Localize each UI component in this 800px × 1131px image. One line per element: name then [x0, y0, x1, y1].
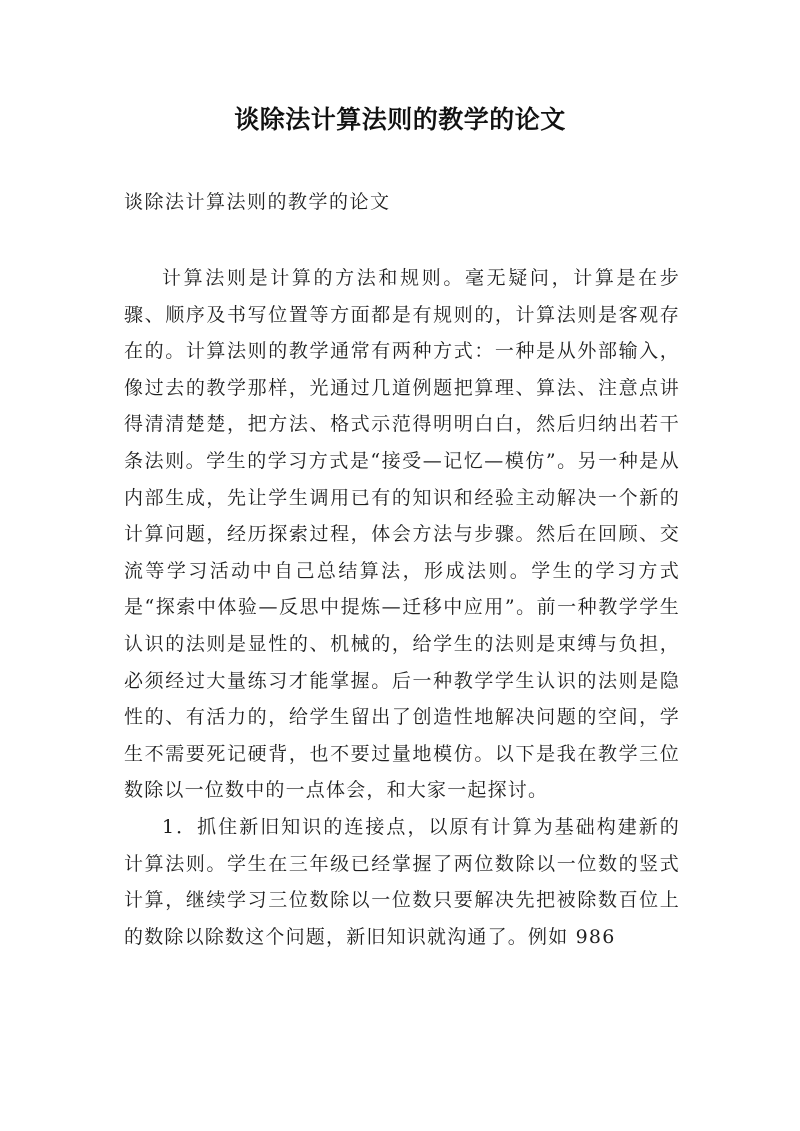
document-subtitle: 谈除法计算法则的教学的论文: [124, 191, 391, 213]
body-paragraph-intro: 计算法则是计算的方法和规则。毫无疑问，计算是在步骤、顺序及书写位置等方面都是有规则的，计算法则是客观存在的。计算法则的教学通常有两种方式：一种是从外部输入，像过去的教学那样，光通过几道例题把算理、算法、注意点讲得清清楚楚，把方法、格式示范得明明白白，然后归纳出若干条法则。学生的学习方式是“接受—记忆—模仿”。另一种是从内部生成，先让学生调用已有的知识和经验主动解决一个新的计算问题，经历探索过程，体会方法与步骤。然后在回顾、交流等学习活动中自己总结算法，形成法则。学生的学习方式是“探索中体验—反思中提炼—迁移中应用”。前一种教学学生认识的法则是显性的、机械的，给学生的法则是束缚与负担，必须经过大量练习才能掌握。后一种教学学生认识的法则是隐性的、有活力的，给学生留出了创造性地解决问题的空间，学生不需要死记硬背，也不要过量地模仿。以下是我在教学三位数除以一位数中的一点体会，和大家一起探讨。: [124, 267, 680, 802]
body-paragraph-point-1: 1．抓住新旧知识的连接点，以原有计算为基础构建新的计算法则。学生在三年级已经掌握了两位数除以一位数的竖式计算，继续学习三位数除以一位数只要解决先把被除数百位上的数除以除数这个问题，新旧知识就沟通了。例如 986: [124, 815, 680, 948]
document-title: 谈除法计算法则的教学的论文: [234, 105, 566, 134]
document-body: [124, 260, 680, 955]
